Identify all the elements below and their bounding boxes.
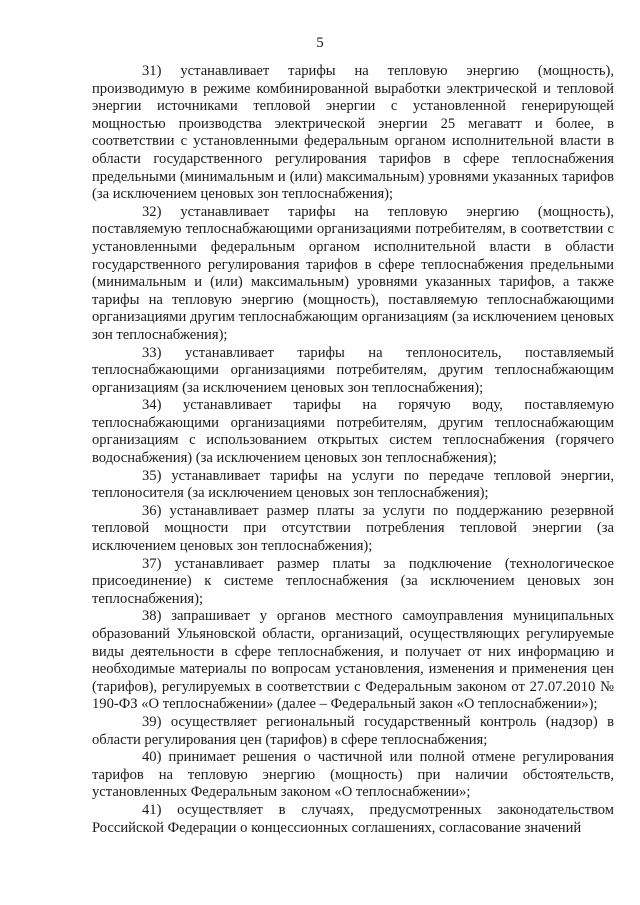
paragraph-item-39: 39) осуществляет региональный государственный контроль (надзор) в области регулирования цен (тарифов) в сфере теплоснабжения; [92,713,614,748]
paragraph-item-41: 41) осуществляет в случаях, предусмотренных законодательством Российской Федерации о концессионных соглашениях, согласование значений [92,801,614,836]
paragraph-item-37: 37) устанавливает размер платы за подключение (технологическое присоединение) к системе теплоснабжения (за исключением ценовых зон теплоснабжения); [92,555,614,607]
document-body [92,63,614,837]
paragraph-item-35: 35) устанавливает тарифы на услуги по передаче тепловой энергии, теплоносителя (за исключением ценовых зон теплоснабжения); [92,467,614,502]
paragraph-item-40: 40) принимает решения о частичной или полной отмене регулирования тарифов на тепловую энергию (мощность) при наличии обстоятельств, установленных Федеральным законом «О теплоснабжении»; [92,749,614,801]
paragraph-item-34: 34) устанавливает тарифы на горячую воду, поставляемую теплоснабжающими организациями потребителям, другим теплоснабжающим организациям с использованием открытых систем теплоснабжения (горячего водоснабжения) (за исключением ценовых зон теплоснабжения); [92,397,614,467]
paragraph-item-33: 33) устанавливает тарифы на теплоноситель, поставляемый теплоснабжающими организациями потребителям, другим теплоснабжающим организациям (за исключением ценовых зон теплоснабжения); [92,344,614,396]
paragraph-item-36: 36) устанавливает размер платы за услуги по поддержанию резервной тепловой мощности при отсутствии потребления тепловой энергии (за исключением ценовых зон теплоснабжения); [92,502,614,555]
paragraph-item-32: 32) устанавливает тарифы на тепловую энергию (мощность), поставляемую теплоснабжающими организациями потребителям, в соответствии с установленными федеральным органом исполнительной власти в области государственного регулирования тарифов в сфере теплоснабжения предельными (минимальным и (или) максимальным) уровнями указанных тарифов, а также тарифы на тепловую энергию (мощность), поставляемую теплоснабжающими организациями другим теплоснабжающим организациям (за исключением ценовых зон теплоснабжения); [92,203,614,343]
paragraph-item-38: 38) запрашивает у органов местного самоуправления муниципальных образований Ульяновской области, организаций, осуществляющих регулируемые виды деятельности в сфере теплоснабжения, и получает от них информацию и необходимые материалы по вопросам установления, изменения и применения цен (тарифов), регулируемых в соответствии с Федеральным законом от 27.07.2010 № 190-ФЗ «О теплоснабжении» (далее – Федеральный закон «О теплоснабжении»); [92,608,614,713]
paragraph-item-31: 31) устанавливает тарифы на тепловую энергию (мощность), производимую в режиме комбинированной выработки электрической и тепловой энергии источниками тепловой энергии с установленной генерирующей мощностью производства электрической энергии 25 мегаватт и более, в соответствии с установленными федеральным органом исполнительной власти в области государственного регулирования тарифов в сфере теплоснабжения предельными (минимальным и (или) максимальным) уровнями указанных тарифов (за исключением ценовых зон теплоснабжения); [92,63,614,203]
page-number: 5 [316,35,324,51]
